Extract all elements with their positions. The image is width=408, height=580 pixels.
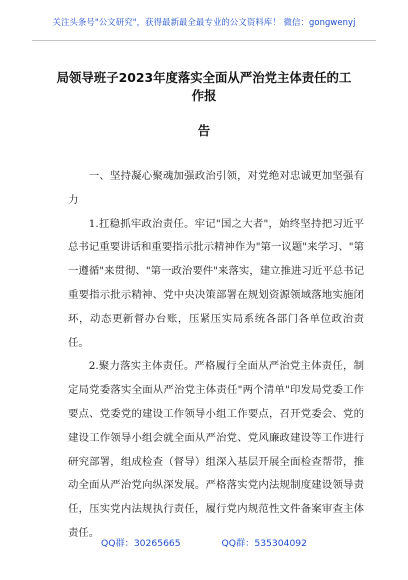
body-paragraph: 2.聚力落实主体责任。严格履行全面从严治党主体责任，制定局党委落实全面从严治党主体责任"两个清单"印发局党委工作要点、党委党的建设工作领导小组工作要点，召开党委会、党的建设工作领导小组会就全面从严治党、党风廉政建设等工作进行研究部署，组成检查（督导）组深入基层开展全面检查帮带，推动全面从严治党向纵深发展。严格落实党内法规制度建设领导责任，压实党内法规执行责任，履行党内规范性文件备案审查主体责任。: [68, 360, 364, 539]
footer-contacts: [0, 535, 408, 549]
header-divider: [32, 40, 376, 41]
footer-qq-group-1: QQ群：30265665: [101, 538, 181, 549]
header-note: 关注头条号"公文研究"，获得最新最全最专业的公文资料库！ 微信：gongwenyj: [52, 17, 356, 27]
body-paragraph: 1.扛稳抓牢政治责任。牢记"国之大者"，始终坚持把习近平总书记重要讲话和重要指示批示精神作为"第一议题"来学习、"第一遵循"来贯彻、"第一政治要件"来落实，建立推进习近平总书记重要指示批示精神、党中央决策部署在规划资源领域落地实施闭环，动态更新督办台账，压紧压实局系统各部门各单位政治责任。: [68, 217, 364, 349]
footer-qq-group-2: QQ群：535304092: [221, 538, 307, 549]
section-heading: 一、坚持凝心聚魂加强政治引领，对党绝对忠诚更加坚强有力: [68, 170, 364, 206]
document-title: 局领导班子2023年度落实全面从严治党主体责任的工作报: [56, 70, 352, 103]
document-title-continued: 告: [197, 123, 211, 138]
document-body: [68, 165, 364, 546]
